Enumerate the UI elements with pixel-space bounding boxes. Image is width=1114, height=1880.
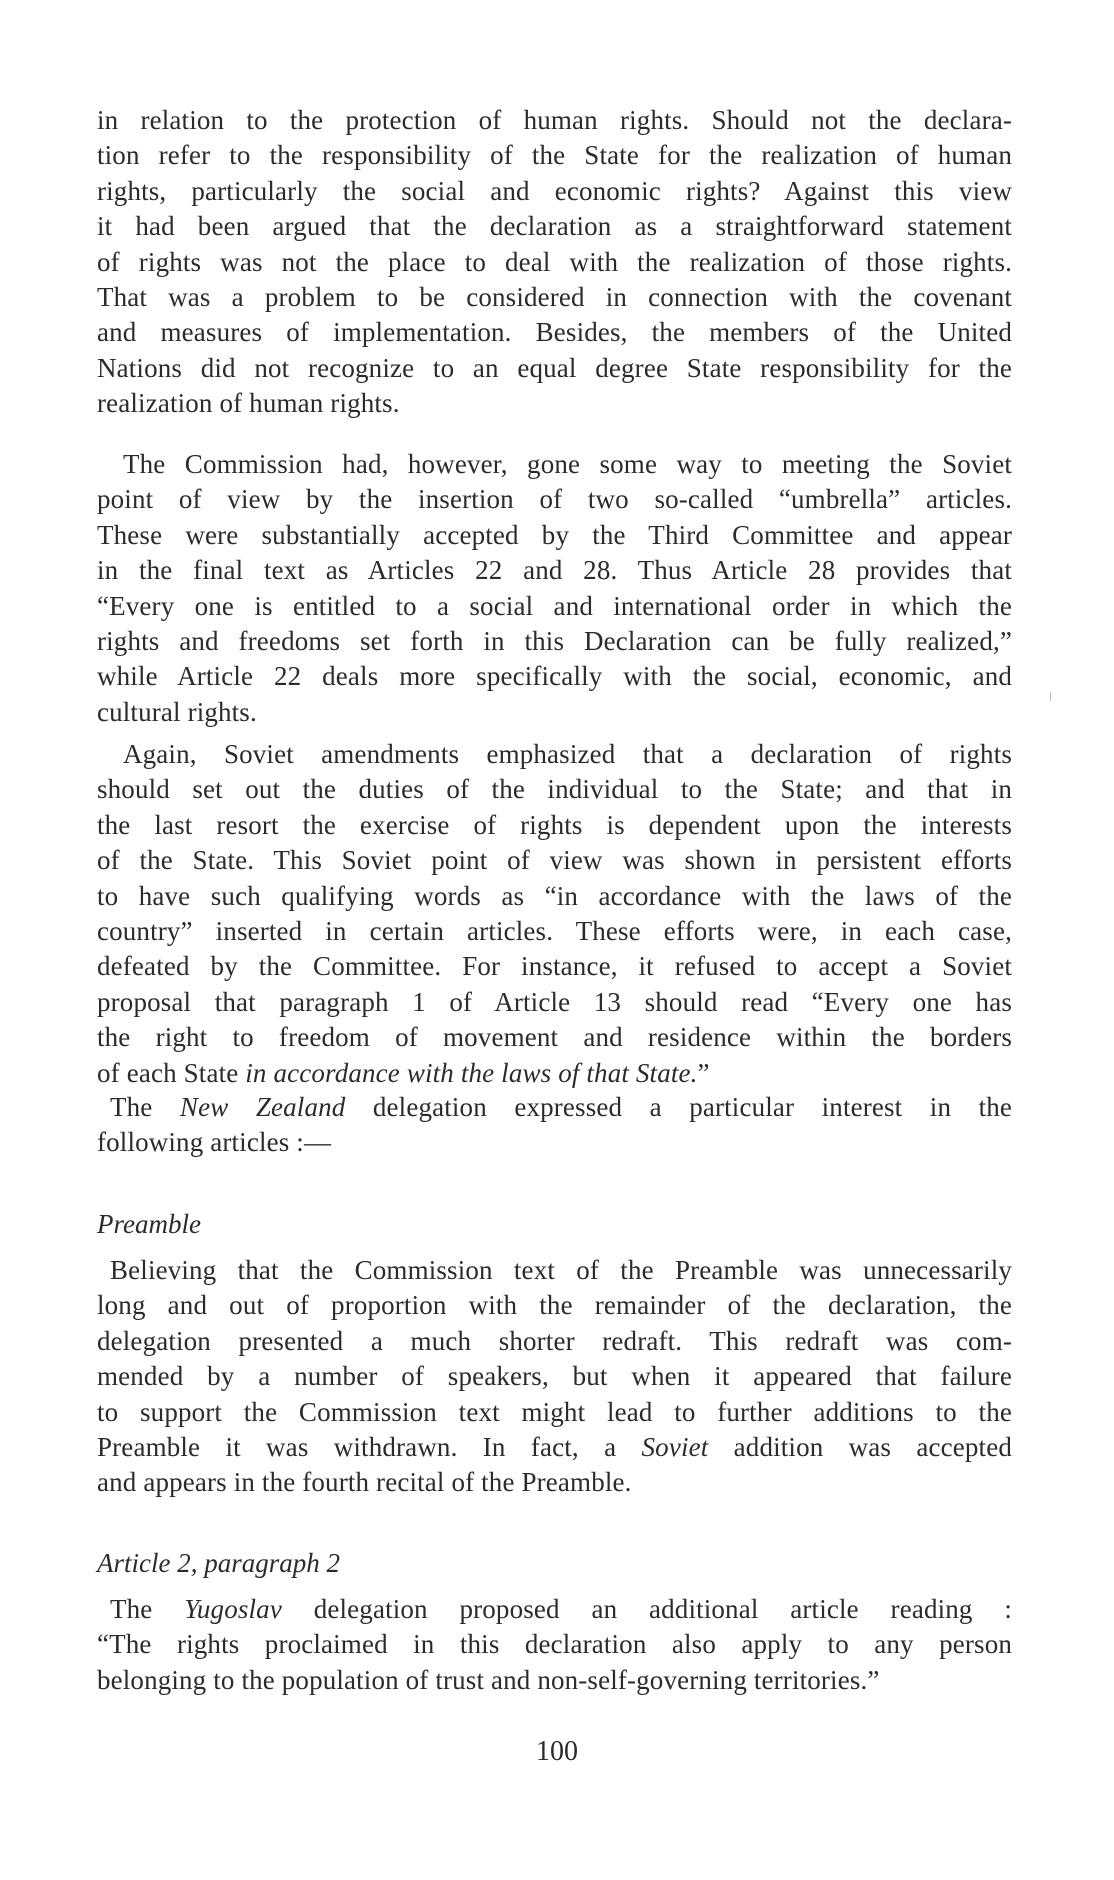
paragraph-6 (97, 1592, 1012, 1698)
text-line: in the final text as Articles 22 and 28. Thus Article 28 provides that (97, 555, 1012, 586)
text-line: it had been argued that the declaration as a straightforward statement (97, 211, 1012, 242)
section-heading-preamble: Preamble (97, 1209, 201, 1239)
text-line: “Every one is entitled to a social and international order in which the (97, 590, 1012, 621)
text-line: country” inserted in certain articles. These efforts were, in each case, (97, 916, 1012, 947)
text-line: Nations did not recognize to an equal degree State responsibility for the (97, 352, 1012, 383)
text-line: to have such qualifying words as “in accordance with the laws of the (97, 880, 1012, 911)
text-line: tion refer to the responsibility of the State for the realization of human (97, 140, 1012, 171)
text-run: The (110, 1594, 185, 1624)
text-line: rights, particularly the social and economic rights? Against this view (97, 175, 1012, 206)
text-line: These were substantially accepted by the Third Committee and appear (97, 519, 1012, 550)
text-line: mended by a number of speakers, but when it appeared that failure (97, 1361, 1012, 1392)
text-line: the last resort the exercise of rights is dependent upon the interests (97, 809, 1012, 840)
italic-text: Soviet (641, 1432, 709, 1463)
text-line: long and out of proportion with the remainder of the declaration, the (97, 1290, 1012, 1321)
italic-text: Yugoslav (184, 1594, 282, 1624)
text-line: realization of human rights. (97, 388, 400, 419)
page-number: 100 (536, 1736, 578, 1767)
text-line (97, 1430, 1012, 1465)
text-run: ” (697, 1057, 710, 1088)
text-line: That was a problem to be considered in connection with the covenant (97, 282, 1012, 313)
text-line: to support the Commission text might lead to further additions to the (97, 1396, 1012, 1427)
text-run: of each State (97, 1057, 246, 1088)
text-line: and appears in the fourth recital of the Preamble. (97, 1467, 632, 1498)
text-run: The (110, 1092, 180, 1122)
text-line: point of view by the insertion of two so-called “umbrella” articles. (97, 484, 1012, 515)
text-line (97, 1090, 1012, 1125)
text-line: of rights was not the place to deal with the realization of those rights. (97, 246, 1012, 277)
text-line: while Article 22 deals more specifically with the social, economic, and (97, 661, 1012, 692)
text-line: Believing that the Commission text of the Preamble was unnecessarily (110, 1255, 1012, 1285)
scan-mark (1050, 692, 1051, 701)
text-run: delegation expressed a particular interest in the (345, 1092, 1013, 1122)
text-run: addition was accepted (708, 1432, 1012, 1463)
text-line (97, 1592, 1012, 1627)
paragraph-3 (97, 737, 1012, 1091)
text-line: and measures of implementation. Besides, the members of the United (97, 317, 1012, 348)
text-line: belonging to the population of trust and non-self-governing territories.” (97, 1664, 880, 1695)
text-line: delegation presented a much shorter redraft. This redraft was com- (97, 1325, 1012, 1356)
text-line: should set out the duties of the individual to the State; and that in (97, 774, 1012, 805)
italic-text: in accordance with the laws of that State. (245, 1057, 698, 1088)
paragraph-4 (97, 1090, 1012, 1161)
text-line: of the State. This Soviet point of view was shown in persistent efforts (97, 845, 1012, 876)
text-line: Again, Soviet amendments emphasized that a declaration of rights (123, 739, 1012, 769)
paragraph-1 (97, 103, 1012, 422)
text-run: delegation proposed an additional article reading : (281, 1594, 1013, 1624)
text-line: in relation to the protection of human rights. Should not the declara- (97, 105, 1012, 135)
text-line: The Commission had, however, gone some way to meeting the Soviet (123, 449, 1012, 479)
text-line: cultural rights. (97, 696, 257, 727)
text-line: the right to freedom of movement and residence within the borders (97, 1022, 1012, 1053)
text-line: following articles :— (97, 1127, 332, 1158)
paragraph-2 (97, 447, 1012, 730)
text-run: Preamble it was withdrawn. In fact, a (97, 1432, 642, 1463)
paragraph-5 (97, 1253, 1012, 1501)
text-line (97, 1056, 1012, 1091)
text-line: proposal that paragraph 1 of Article 13 should read “Every one has (97, 986, 1012, 1017)
section-heading-article-2: Article 2, paragraph 2 (97, 1548, 340, 1578)
text-line: defeated by the Committee. For instance, it refused to accept a Soviet (97, 951, 1012, 982)
italic-text: New Zealand (179, 1092, 346, 1122)
text-line: “The rights proclaimed in this declaration also apply to any person (97, 1629, 1012, 1660)
text-line: rights and freedoms set forth in this Declaration can be fully realized,” (97, 626, 1012, 657)
